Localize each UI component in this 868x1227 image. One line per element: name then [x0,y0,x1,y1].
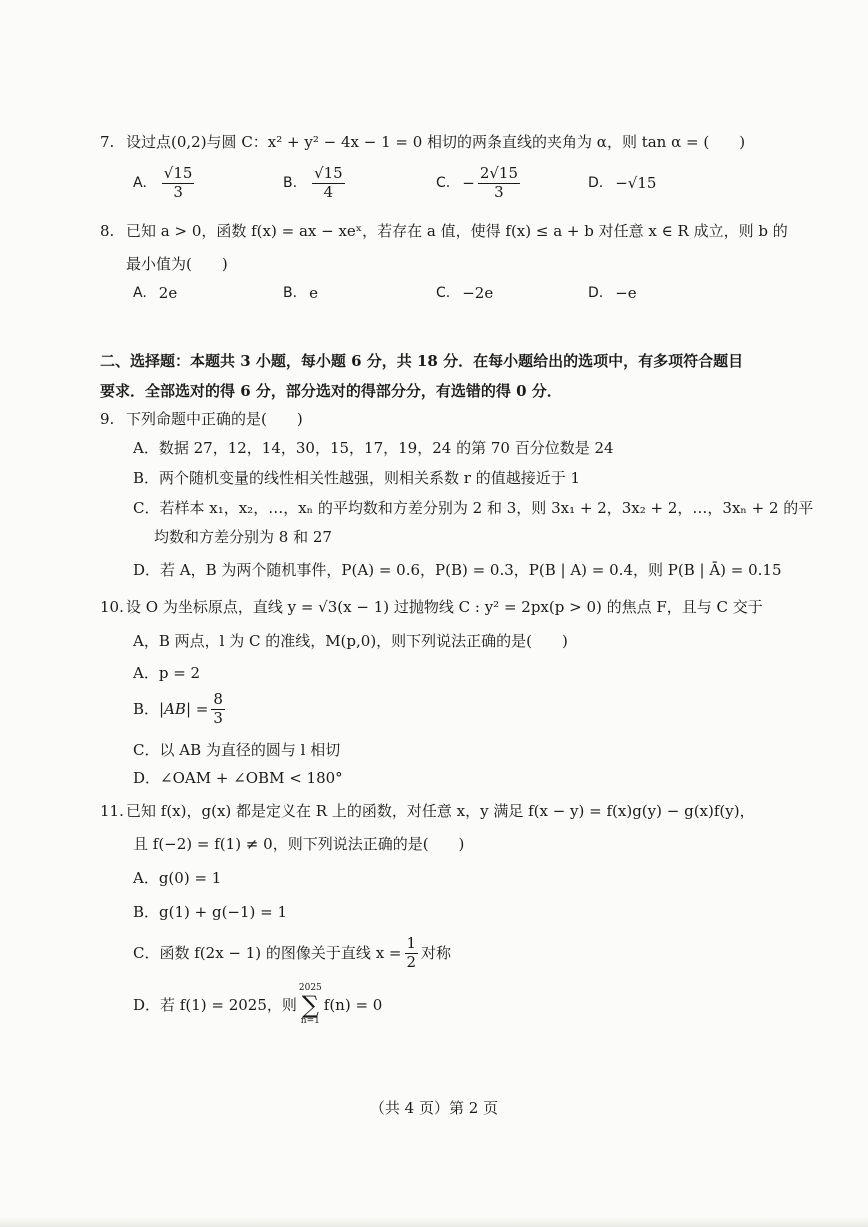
page-footer: （共 4 页）第 2 页 [369,1099,499,1117]
question-8-options [133,284,637,302]
question-11-stem-line2: 且 f(−2) = f(1) ≠ 0，则下列说法正确的是( ) [133,835,465,853]
q10-option-d: D．∠OAM + ∠OBM < 180° [133,769,343,787]
scan-edge [0,1217,868,1227]
section-2-instructions-line2: 要求．全部选对的得 6 分，部分选对的得部分分，有选错的得 0 分． [100,382,562,400]
q7-a-fraction: $\frac{√15}{3}$ [163,164,193,201]
question-7-options [133,166,656,201]
q8-option-d: D. −e [588,284,637,302]
q11-c-fraction: $\frac{1}{2}$ [406,934,417,971]
q9-option-d: D．若 A，B 为两个随机事件，P(A) = 0.6，P(B) = 0.3，P(B | A) = 0.4，则 P(B | Ā) = 0.15 [133,561,782,579]
question-11-stem: 11. 已知 f(x)，g(x) 都是定义在 R 上的函数，对任意 x，y 满足 f(x − y) = f(x)g(y) − g(x)f(y)， [100,802,755,820]
question-7-text: 设过点(0,2)与圆 C：x² + y² − 4x − 1 = 0 相切的两条直线的夹角为 α，则 tan α = ( ) [126,133,746,151]
q7-b-fraction: $\frac{√15}{4}$ [314,164,343,201]
question-8-stem: 8. 已知 a > 0，函数 f(x) = ax − xeˣ，若存在 a 值，使得 f(x) ≤ a + b 对任意 x ∈ R 成立，则 b 的 [100,222,788,240]
q7-option-a: A. $\frac{√15}{3}$ [133,164,193,201]
q11-option-a: A．g(0) = 1 [133,869,222,887]
q8-option-c: C. −2e [436,284,494,302]
q7-option-b: B. $\frac{√15}{4}$ [283,164,343,201]
q7-c-fraction: $\frac{2√15}{3}$ [479,164,519,201]
q10-b-fraction: $\frac{8}{3}$ [213,690,223,727]
question-8-number: 8. [100,222,115,240]
question-10-number: 10. [100,598,124,616]
q10-option-a: A．p = 2 [133,664,201,682]
q11-option-c: C．函数 f(2x − 1) 的图像关于直线 x = $\frac{1}{2}$ 对称 [133,934,452,971]
question-7-stem [100,133,745,151]
q9-option-c: C．若样本 x₁，x₂，…，xₙ 的平均数和方差分别为 2 和 3，则 3x₁ + 2，3x₂ + 2，…，3xₙ + 2 的平 [133,499,814,517]
summation-symbol: 2025 ∑ n=1 [298,983,322,1026]
q11-option-d: D．若 f(1) = 2025，则 2025 ∑ n=1 f(n) = 0 [133,983,383,1026]
question-10-stem: 10. 设 O 为坐标原点，直线 y = √3(x − 1) 过抛物线 C : y² = 2px(p > 0) 的焦点 F，且与 C 交于 [100,598,763,616]
q11-option-b: B．g(1) + g(−1) = 1 [133,903,288,921]
question-9-stem: 9. 下列命题中正确的是( ) [100,410,303,428]
q7-option-c: C. − $\frac{2√15}{3}$ [436,164,519,201]
question-10-stem-line2: A，B 两点，l 为 C 的准线，M(p,0)，则下列说法正确的是( ) [133,632,568,650]
q7-option-d: D. −√15 [588,174,657,193]
question-9-number: 9. [100,410,115,428]
q9-option-b: B．两个随机变量的线性相关性越强，则相关系数 r 的值越接近于 1 [133,469,581,487]
q9-option-c-line2: 均数和方差分别为 8 和 27 [154,528,332,546]
question-11-number: 11. [100,802,124,820]
q8-option-a: A. 2e [133,284,178,302]
q10-option-c: C．以 AB 为直径的圆与 l 相切 [133,741,341,759]
question-8-stem-line2: 最小值为( ) [126,255,228,273]
q10-option-b: B． |AB| = $\frac{8}{3}$ [133,690,223,727]
q9-option-a: A．数据 27，12，14，30，15，17，19，24 的第 70 百分位数是 24 [133,439,614,457]
section-2-instructions: 二、选择题：本题共 3 小题，每小题 6 分，共 18 分．在每小题给出的选项中，有多项符合题目 [100,352,744,370]
q8-option-b: B. e [283,284,318,302]
question-7-number: 7. [100,133,115,151]
